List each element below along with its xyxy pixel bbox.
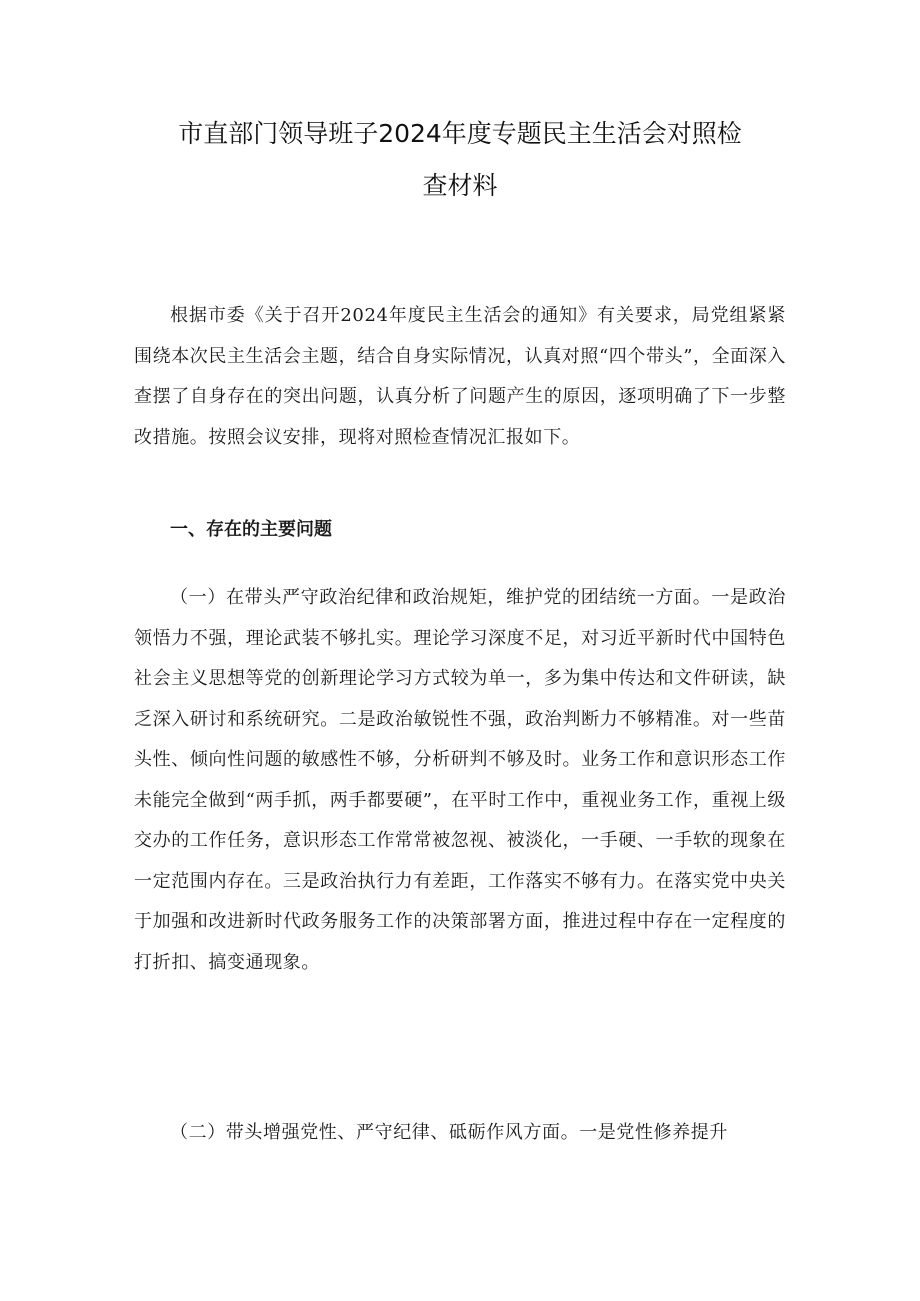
intro-paragraph: 根据市委《关于召开2024年度民主生活会的通知》有关要求，局党组紧紧围绕本次民主生活会主题，结合自身实际情况，认真对照“四个带头”，全面深入查摆了自身存在的突出问题，认真分析了问题产生的原因，逐项明确了下一步整改措施。按照会议安排，现将对照检查情况汇报如下。 [134, 305, 787, 448]
title-line-1: 市直部门领导班子2024年度专题民主生活会对照检 [178, 119, 742, 148]
title-line-2: 查材料 [422, 171, 498, 200]
section-heading-main-problems: 一、存在的主要问题 [170, 519, 332, 540]
section1-item1-paragraph: （一）在带头严守政治纪律和政治规矩，维护党的团结统一方面。一是政治领悟力不强，理论武装不够扎实。理论学习深度不足，对习近平新时代中国特色社会主义思想等党的创新理论学习方式较为单一，多为集中传达和文件研读，缺乏深入研讨和系统研究。二是政治敏锐性不强，政治判断力不够精准。对一些苗头性、倾向性问题的敏感性不够，分析研判不够及时。业务工作和意识形态工作未能完全做到“两手抓，两手都要硬”，在平时工作中，重视业务工作，重视上级交办的工作任务，意识形态工作常常被忽视、被淡化，一手硬、一手软的现象在一定范围内存在。三是政治执行力有差距，工作落实不够有力。在落实党中央关于加强和改进新时代政务服务工作的决策部署方面，推进过程中存在一定程度的打折扣、搞变通现象。 [134, 587, 787, 973]
document-title [140, 108, 780, 212]
section1-item2-paragraph: （二）带头增强党性、严守纪律、砥砺作风方面。一是党性修养提升 [170, 1122, 728, 1143]
